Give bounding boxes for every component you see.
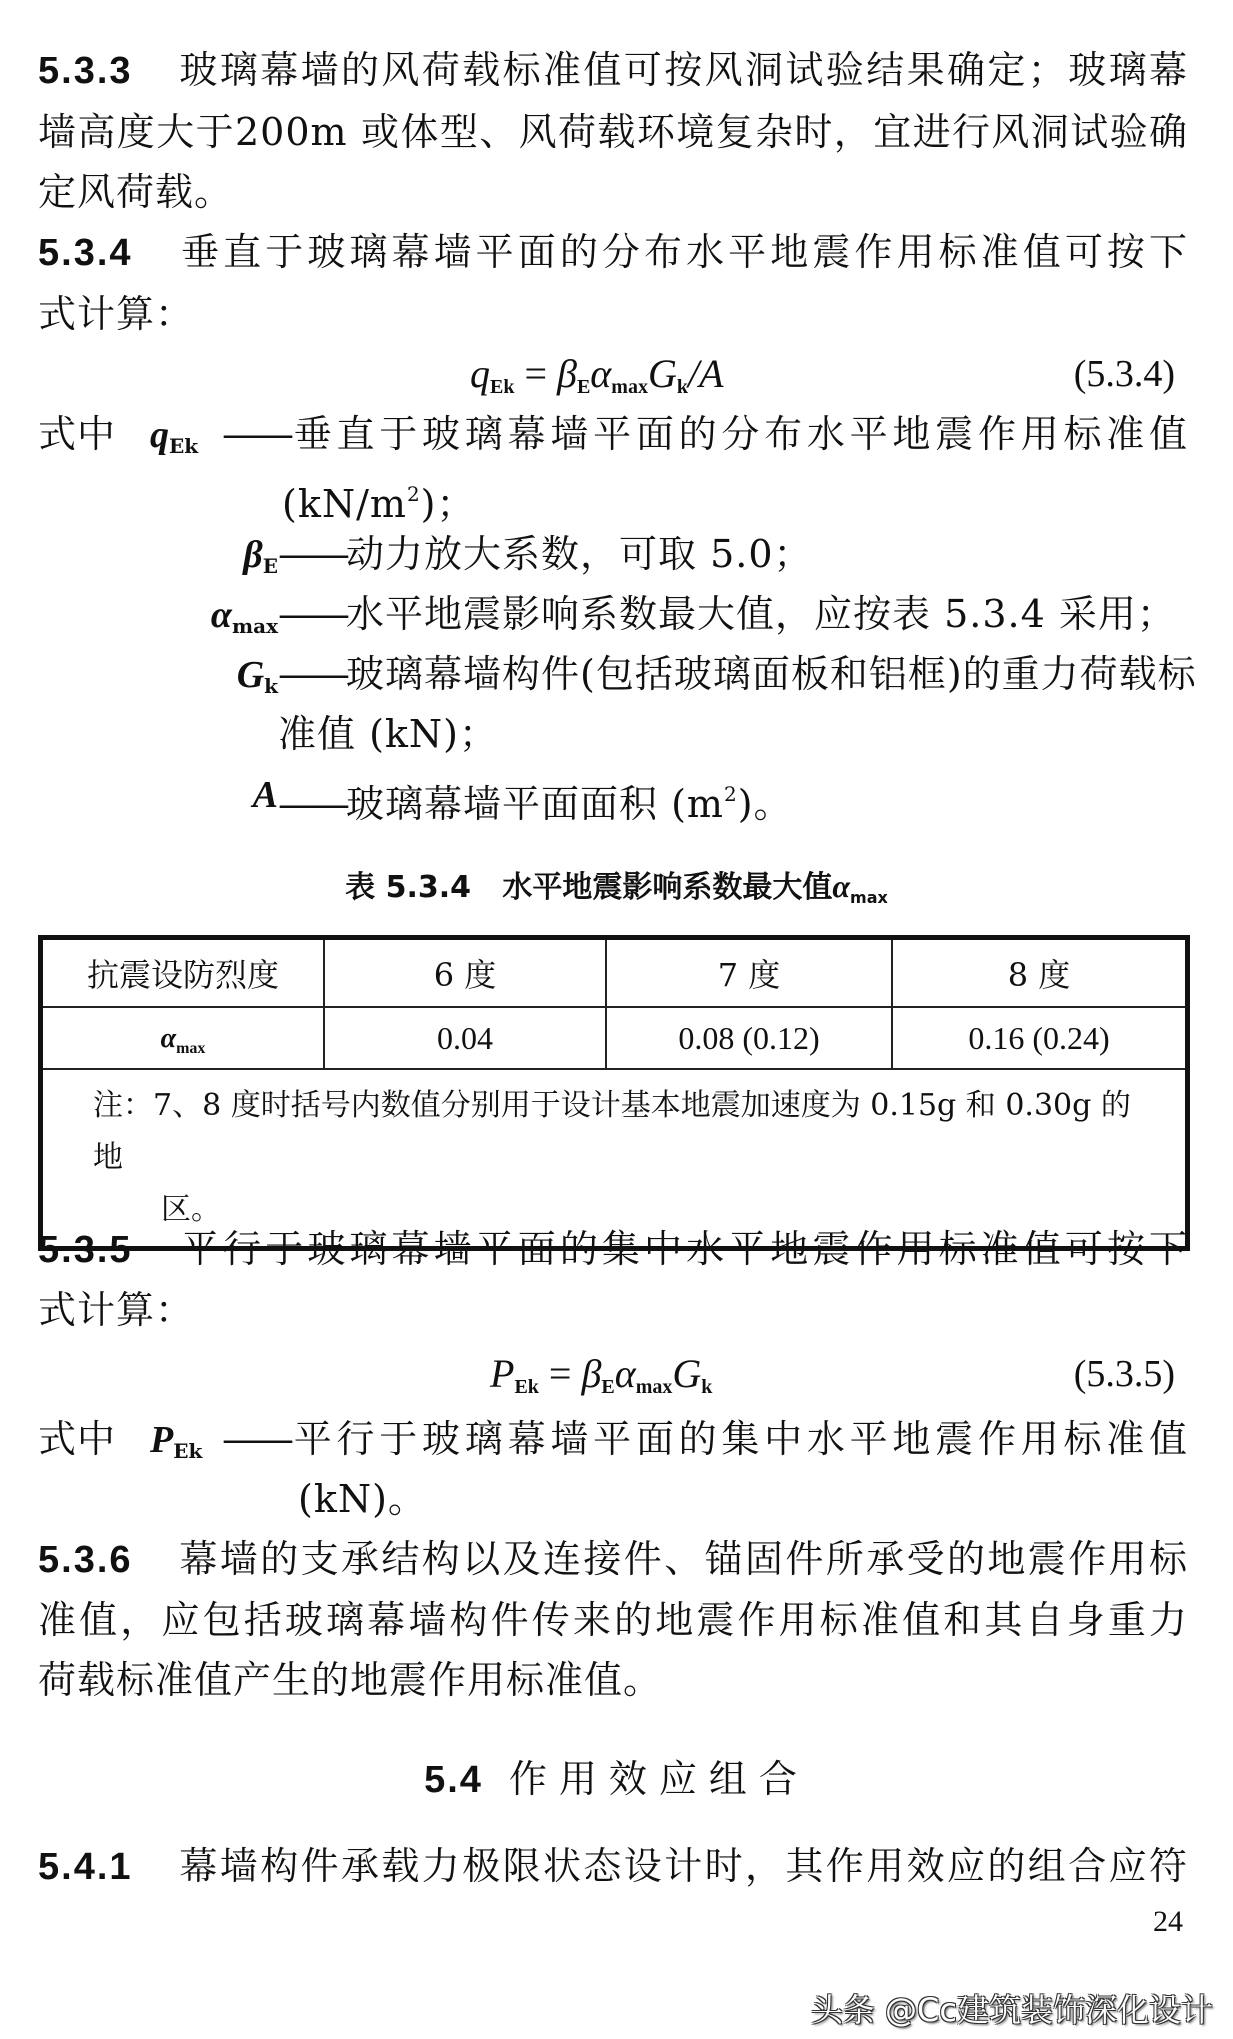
para-5-3-6-line-3: 荷载标准值产生的地震作用标准值。 [38,1658,663,1702]
def-qek-text: ——垂直于玻璃幕墙平面的分布水平地震作用标准值 [222,412,1188,456]
row-label-alpha-max: $\alpha_{max}$ [41,1007,325,1069]
header-cell: 7 度 [606,938,892,1008]
page-number: 24 [1153,1905,1183,1938]
para-5-3-4-line-2: 式计算： [38,292,195,336]
table-header-row [41,938,1188,1008]
clause-number: 5.3.5 [38,1229,133,1271]
para-5-3-5-line-1: 5.3.5 平行于玻璃幕墙平面的集中水平地震作用标准值可按下 [38,1225,1188,1274]
para-5-4-1-line-1: 5.4.1 幕墙构件承载力极限状态设计时，其作用效应的组合应符 [38,1842,1188,1891]
table-caption: 表 5.3.4 水平地震影响系数最大值$\alpha_{max}$ [345,868,888,907]
para-5-3-4-line-1: 5.3.4 垂直于玻璃幕墙平面的分布水平地震作用标准值可按下 [38,228,1188,277]
def-a-text: ——玻璃幕墙平面面积 $(m^2)$。 [278,782,793,826]
header-cell: 8 度 [892,938,1188,1008]
def-qek-unit: $(kN/m^2)$； [282,482,476,526]
where-label: 式中 [38,412,117,456]
equation-number: (5.3.4) [1073,353,1175,395]
def-symbol-pek: $P_{Ek}$ [150,1419,203,1463]
def-gk-text: ——玻璃幕墙构件(包括玻璃面板和铝框)的重力荷载标 [278,652,1197,696]
value-cell: 0.16 (0.24) [892,1007,1188,1069]
formula-5-3-4: $q_{Ek} = \beta_E\alpha_{max}G_k/A$ [470,351,724,398]
value-cell: 0.04 [324,1007,606,1069]
table-note-row [41,1069,1188,1249]
def-beta-e-text: ——动力放大系数，可取 5.0； [278,532,813,576]
def-symbol-beta-e: $\beta_E$ [243,534,278,578]
para-5-3-5-line-2: 式计算： [38,1288,195,1332]
table-note: 注：7、8 度时括号内数值分别用于设计基本地震加速度为 0.15g 和 0.30g 的地 区。 [41,1069,1188,1249]
header-cell: 抗震设防烈度 [41,938,325,1008]
para-5-3-3-line-3: 定风荷载。 [38,170,234,214]
watermark: 头条 @Cc建筑装饰深化设计 [810,1991,1213,2029]
section-heading-5-4: 5.4 作用效应组合 [424,1757,809,1801]
para-5-3-3-line-1: 5.3.3 玻璃幕墙的风荷载标准值可按风洞试验结果确定；玻璃幕 [38,46,1188,95]
def-pek-unit: (kN)。 [298,1477,427,1521]
def-pek-text: ——平行于玻璃幕墙平面的集中水平地震作用标准值 [222,1417,1188,1461]
equation-number: (5.3.5) [1073,1353,1175,1395]
def-symbol-a: A [252,774,278,816]
where-label: 式中 [38,1417,117,1461]
clause-number: 5.3.3 [38,50,133,92]
para-5-3-3-line-2: 墙高度大于200m 或体型、风荷载环境复杂时，宜进行风洞试验确 [38,110,1188,154]
formula-5-3-5: $P_{Ek} = \beta_E\alpha_{max}G_k$ [490,1351,713,1398]
header-cell: 6 度 [324,938,606,1008]
seismic-coefficient-table [38,935,1190,1251]
value-cell: 0.08 (0.12) [606,1007,892,1069]
clause-number: 5.3.6 [38,1539,133,1581]
para-5-3-6-line-1: 5.3.6 幕墙的支承结构以及连接件、锚固件所承受的地震作用标 [38,1535,1188,1584]
def-symbol-gk: $G_k$ [236,654,278,698]
clause-number: 5.3.4 [38,232,133,274]
clause-number: 5.4.1 [38,1846,133,1888]
table-row [41,1007,1188,1069]
def-symbol-qek: $q_{Ek}$ [150,414,199,458]
def-symbol-alpha-max: $\alpha_{max}$ [210,594,278,638]
def-alpha-max-text: ——水平地震影响系数最大值，应按表 5.3.4 采用； [278,592,1176,636]
para-5-3-6-line-2: 准值，应包括玻璃幕墙构件传来的地震作用标准值和其自身重力 [38,1598,1188,1642]
def-gk-cont: 准值 (kN)； [278,712,499,756]
